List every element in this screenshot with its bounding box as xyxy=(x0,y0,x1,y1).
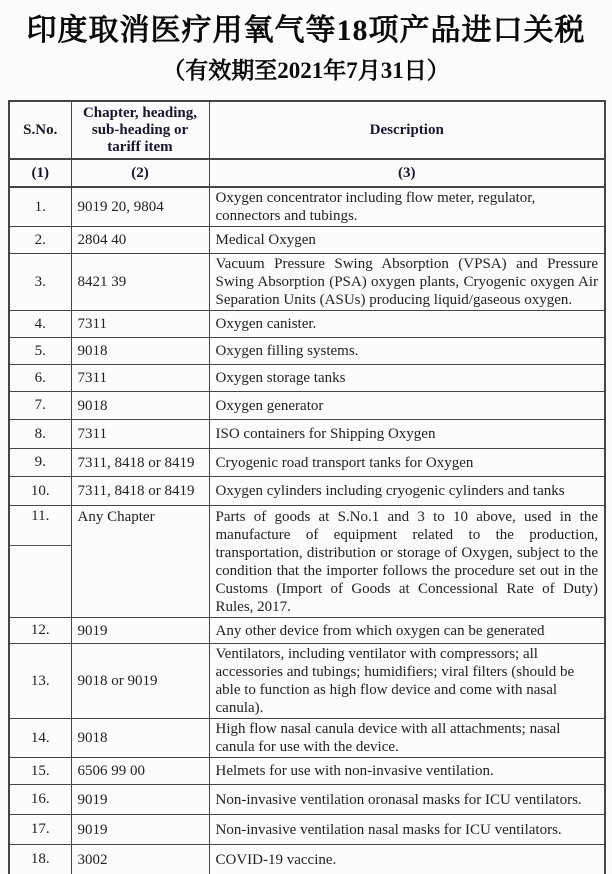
sno-cell: 2. xyxy=(9,227,71,254)
description-cell: Oxygen canister. xyxy=(209,311,605,338)
chapter-cell: 9019 xyxy=(71,815,209,845)
chapter-cell: 7311 xyxy=(71,365,209,392)
table-row xyxy=(9,338,605,365)
sno-cell: 3. xyxy=(9,254,71,311)
description-cell: Oxygen cylinders including cryogenic cylinders and tanks xyxy=(209,477,605,506)
table-row xyxy=(9,758,605,785)
chapter-cell: 9019 xyxy=(71,618,209,644)
table-row xyxy=(9,644,605,719)
sno-cell: 5. xyxy=(9,338,71,365)
table-row xyxy=(9,618,605,644)
description-cell: Medical Oxygen xyxy=(209,227,605,254)
chapter-cell: 2804 40 xyxy=(71,227,209,254)
chapter-cell: 9019 20, 9804 xyxy=(71,187,209,227)
table-row xyxy=(9,311,605,338)
table-row xyxy=(9,254,605,311)
col-index-1: (1) xyxy=(9,159,71,187)
table-row xyxy=(9,845,605,874)
sno-cell: 11. xyxy=(9,506,71,618)
sno-cell: 16. xyxy=(9,785,71,815)
page-break-line xyxy=(9,545,71,546)
sno-cell: 17. xyxy=(9,815,71,845)
description-cell: Oxygen storage tanks xyxy=(209,365,605,392)
chapter-cell: 7311, 8418 or 8419 xyxy=(71,449,209,477)
description-cell: Helmets for use with non-invasive ventilation. xyxy=(209,758,605,785)
sno-cell: 1. xyxy=(9,187,71,227)
table-row xyxy=(9,365,605,392)
col-header-description: Description xyxy=(209,101,605,159)
table-row xyxy=(9,392,605,420)
table-row xyxy=(9,449,605,477)
description-cell: Oxygen generator xyxy=(209,392,605,420)
column-index-row xyxy=(9,159,605,187)
description-cell: Ventilators, including ventilator with compressors; all accessories and tubings; humidifiers; viral filters (should be able to function as high flow device and come with nasal canula). xyxy=(209,644,605,719)
table-row xyxy=(9,506,605,618)
chapter-cell: 9018 xyxy=(71,719,209,758)
chapter-cell: Any Chapter xyxy=(71,506,209,618)
table-row xyxy=(9,187,605,227)
description-cell: Non-invasive ventilation oronasal masks for ICU ventilators. xyxy=(209,785,605,815)
page-subtitle: （有效期至2021年7月31日） xyxy=(162,58,450,83)
description-cell: Non-invasive ventilation nasal masks for ICU ventilators. xyxy=(209,815,605,845)
chapter-cell: 9018 xyxy=(71,338,209,365)
description-cell: Cryogenic road transport tanks for Oxygen xyxy=(209,449,605,477)
col-index-2: (2) xyxy=(71,159,209,187)
table-row xyxy=(9,719,605,758)
table-row xyxy=(9,420,605,449)
col-header-chapter: Chapter, heading, sub-heading or tariff item xyxy=(71,101,209,159)
sno-cell: 18. xyxy=(9,845,71,874)
chapter-cell: 9018 or 9019 xyxy=(71,644,209,719)
sno-cell: 13. xyxy=(9,644,71,719)
sno-cell: 9. xyxy=(9,449,71,477)
chapter-cell: 9019 xyxy=(71,785,209,815)
sno-cell: 4. xyxy=(9,311,71,338)
description-cell: Any other device from which oxygen can be generated xyxy=(209,618,605,644)
sno-cell: 7. xyxy=(9,392,71,420)
description-cell: COVID-19 vaccine. xyxy=(209,845,605,874)
col-header-sno: S.No. xyxy=(9,101,71,159)
description-cell: ISO containers for Shipping Oxygen xyxy=(209,420,605,449)
chapter-cell: 3002 xyxy=(71,845,209,874)
tariff-table xyxy=(8,100,606,874)
table-row xyxy=(9,785,605,815)
description-cell: Oxygen filling systems. xyxy=(209,338,605,365)
description-cell: Oxygen concentrator including flow meter, regulator, connectors and tubings. xyxy=(209,187,605,227)
tariff-table-body xyxy=(9,187,605,874)
chapter-cell: 8421 39 xyxy=(71,254,209,311)
sno-cell: 10. xyxy=(9,477,71,506)
description-cell: Parts of goods at S.No.1 and 3 to 10 above, used in the manufacture of equipment related to the production, transportation, distribution or storage of Oxygen, subject to the condition that the importer follows the procedure set out in the Customs (Import of Goods at Concessional Rate of Duty) Rules, 2017. xyxy=(209,506,605,618)
sno-cell: 15. xyxy=(9,758,71,785)
description-cell: High flow nasal canula device with all attachments; nasal canula for use with the device. xyxy=(209,719,605,758)
chapter-cell: 7311 xyxy=(71,311,209,338)
col-index-3: (3) xyxy=(209,159,605,187)
page-title: 印度取消医疗用氧气等18项产品进口关税 xyxy=(26,14,586,47)
sno-cell: 14. xyxy=(9,719,71,758)
chapter-cell: 7311 xyxy=(71,420,209,449)
table-header-row xyxy=(9,101,605,159)
table-row xyxy=(9,477,605,506)
description-cell: Vacuum Pressure Swing Absorption (VPSA) and Pressure Swing Absorption (PSA) oxygen plants, Cryogenic oxygen Air Separation Units (ASUs) producing liquid/gaseous oxygen. xyxy=(209,254,605,311)
table-row xyxy=(9,815,605,845)
table-row xyxy=(9,227,605,254)
chapter-cell: 6506 99 00 xyxy=(71,758,209,785)
sno-cell: 8. xyxy=(9,420,71,449)
chapter-cell: 9018 xyxy=(71,392,209,420)
sno-cell: 6. xyxy=(9,365,71,392)
chapter-cell: 7311, 8418 or 8419 xyxy=(71,477,209,506)
sno-cell: 12. xyxy=(9,618,71,644)
